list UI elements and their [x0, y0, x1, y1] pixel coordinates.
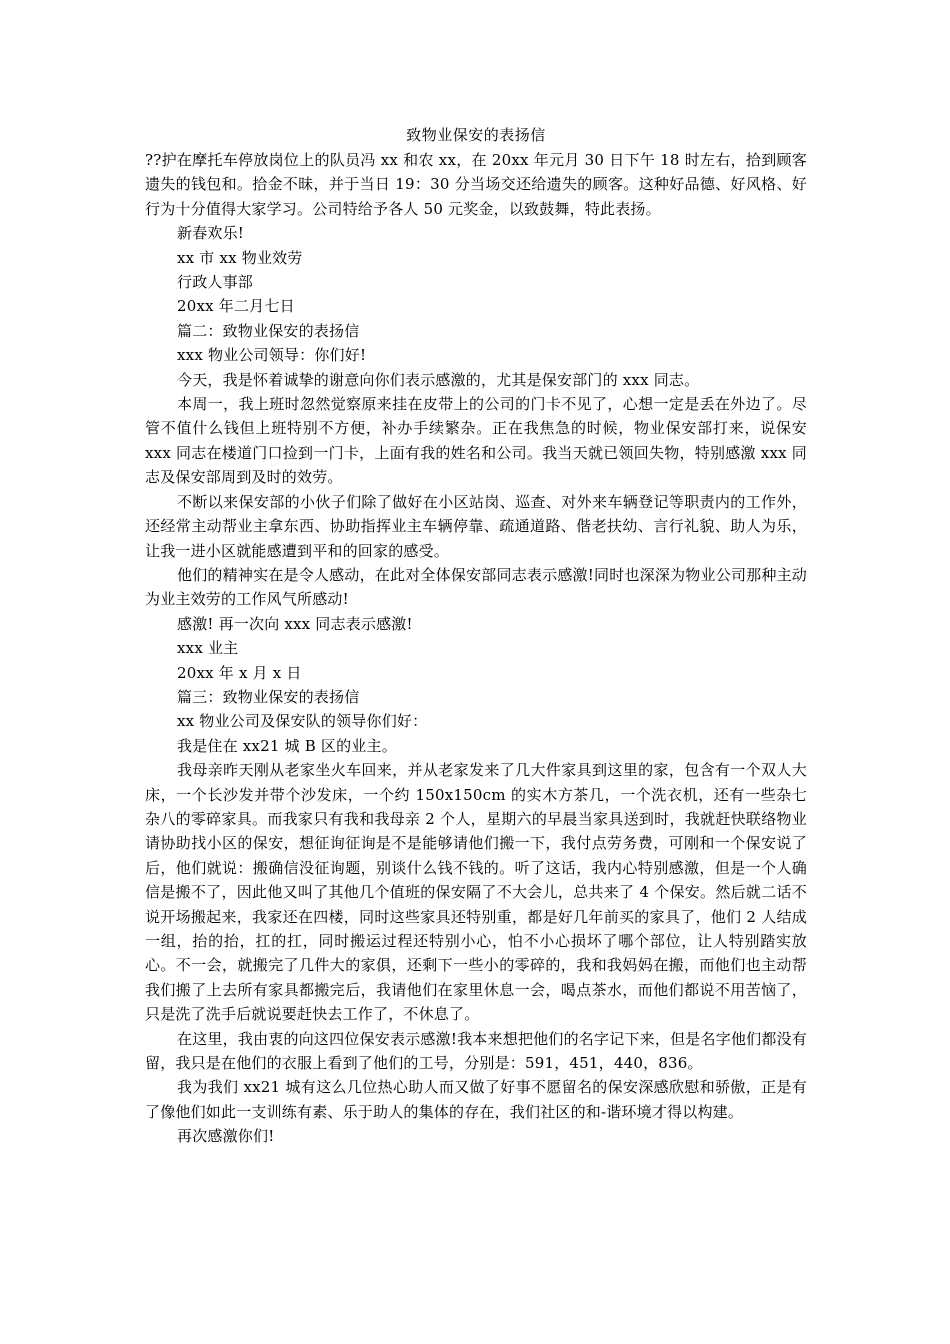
- paragraph: ??护在摩托车停放岗位上的队员冯 xx 和农 xx，在 20xx 年元月 30 日下午 18 时左右，拾到顾客遗失的钱包和。拾金不昧，并于当日 19：30 分当场交还给遗失的顾客。这种好品德、好风格、好行为十分值得大家学习。公司特给予各人 50 元奖金，以致鼓舞，特此表扬。: [145, 151, 807, 218]
- document-body: [145, 148, 807, 1149]
- salutation: xx 物业公司及保安队的领导你们好：: [177, 712, 428, 731]
- document-title: 致物业保安的表扬信: [406, 126, 546, 144]
- section-heading: 篇三：致物业保安的表扬信: [177, 687, 360, 706]
- paragraph: 行政人事部: [177, 273, 254, 292]
- signature: xxx 业主: [177, 639, 239, 658]
- paragraph: 感激! 再一次向 xxx 同志表示感激!: [177, 614, 413, 633]
- paragraph: 不断以来保安部的小伙子们除了做好在小区站岗、巡查、对外来车辆登记等职责内的工作外，还经常主动帮业主拿东西、协助指挥业主车辆停靠、疏通道路、偕老扶幼、言行礼貌、助人为乐，让我一进小区就能感遭到平和的回家的感受。: [145, 492, 807, 560]
- paragraph: xx 市 xx 物业效劳: [177, 248, 303, 267]
- date-line: 20xx 年 x 月 x 日: [177, 663, 302, 682]
- paragraph: 我是住在 xx21 城 B 区的业主。: [177, 736, 397, 755]
- paragraph: 新春欢乐!: [177, 224, 245, 243]
- document-page: [145, 124, 807, 1149]
- salutation: xxx 物业公司领导：你们好!: [177, 346, 367, 365]
- paragraph: 他们的精神实在是令人感动，在此对全体保安部同志表示感激!同时也深深为物业公司那种主动为业主效劳的工作风气所感动!: [145, 565, 807, 609]
- paragraph: 我为我们 xx21 城有这么几位热心助人而又做了好事不愿留名的保安深感欣慰和骄傲，正是有了像他们如此一支训练有素、乐于助人的集体的存在，我们社区的和-谐环境才得以构建。: [145, 1078, 807, 1121]
- paragraph: 今天，我是怀着诚挚的谢意向你们表示感激的，尤其是保安部门的 xxx 同志。: [177, 370, 700, 389]
- section-heading: 篇二：致物业保安的表扬信: [177, 321, 360, 340]
- paragraph: 在这里，我由衷的向这四位保安表示感激!我本来想把他们的名字记下来，但是名字他们都没有留，我只是在他们的衣服上看到了他们的工号，分别是：591，451，440，836。: [145, 1029, 807, 1073]
- closing-line: 再次感激你们!: [177, 1127, 275, 1146]
- paragraph: 本周一，我上班时忽然觉察原来挂在皮带上的公司的门卡不见了，心想一定是丢在外边了。尽管不值什么钱但上班特别不方便，补办手续繁杂。正在我焦急的时候，物业保安部打来，说保安 xxx 同志在楼道门口捡到一门卡，上面有我的姓名和公司。我当天就已领回失物，特别感激 xxx 同志及保安部周到及时的效劳。: [145, 395, 807, 487]
- paragraph: 我母亲昨天刚从老家坐火车回来，并从老家发来了几大件家具到这里的家，包含有一个双人大床，一个长沙发并带个沙发床，一个约 150x150cm 的实木方茶几，一个洗衣机，还有一些杂七杂八的零碎家具。而我家只有我和我母亲 2 个人，星期六的早晨当家具送到时，我就赶快联络物业请协助找小区的保安，想征询征询是不是能够请他们搬一下，我付点劳务费，可刚和一个保安说了后，他们就说：搬确信没征询题，别谈什么钱不钱的。听了这话，我内心特别感激，但是一个人确信是搬不了，因此他又叫了其他几个值班的保安隔了不大会儿，总共来了 4 个保安。然后就二话不说开场搬起来，我家还在四楼，同时这些家具还特别重，都是好几年前买的家具了，他们 2 人结成一组，抬的抬，扛的扛，同时搬运过程还特别小心，怕不小心损坏了哪个部位，让人特别踏实放心。不一会，就搬完了几件大的家俱，还剩下一些小的零碎的，我和我妈妈在搬，而他们也主动帮我们搬了上去所有家具都搬完后，我请他们在家里休息一会，喝点茶水，而他们都说不用苦恼了，只是洗了洗手后就说要赶快去工作了，不休息了。: [145, 761, 807, 1024]
- paragraph: 20xx 年二月七日: [177, 297, 295, 316]
